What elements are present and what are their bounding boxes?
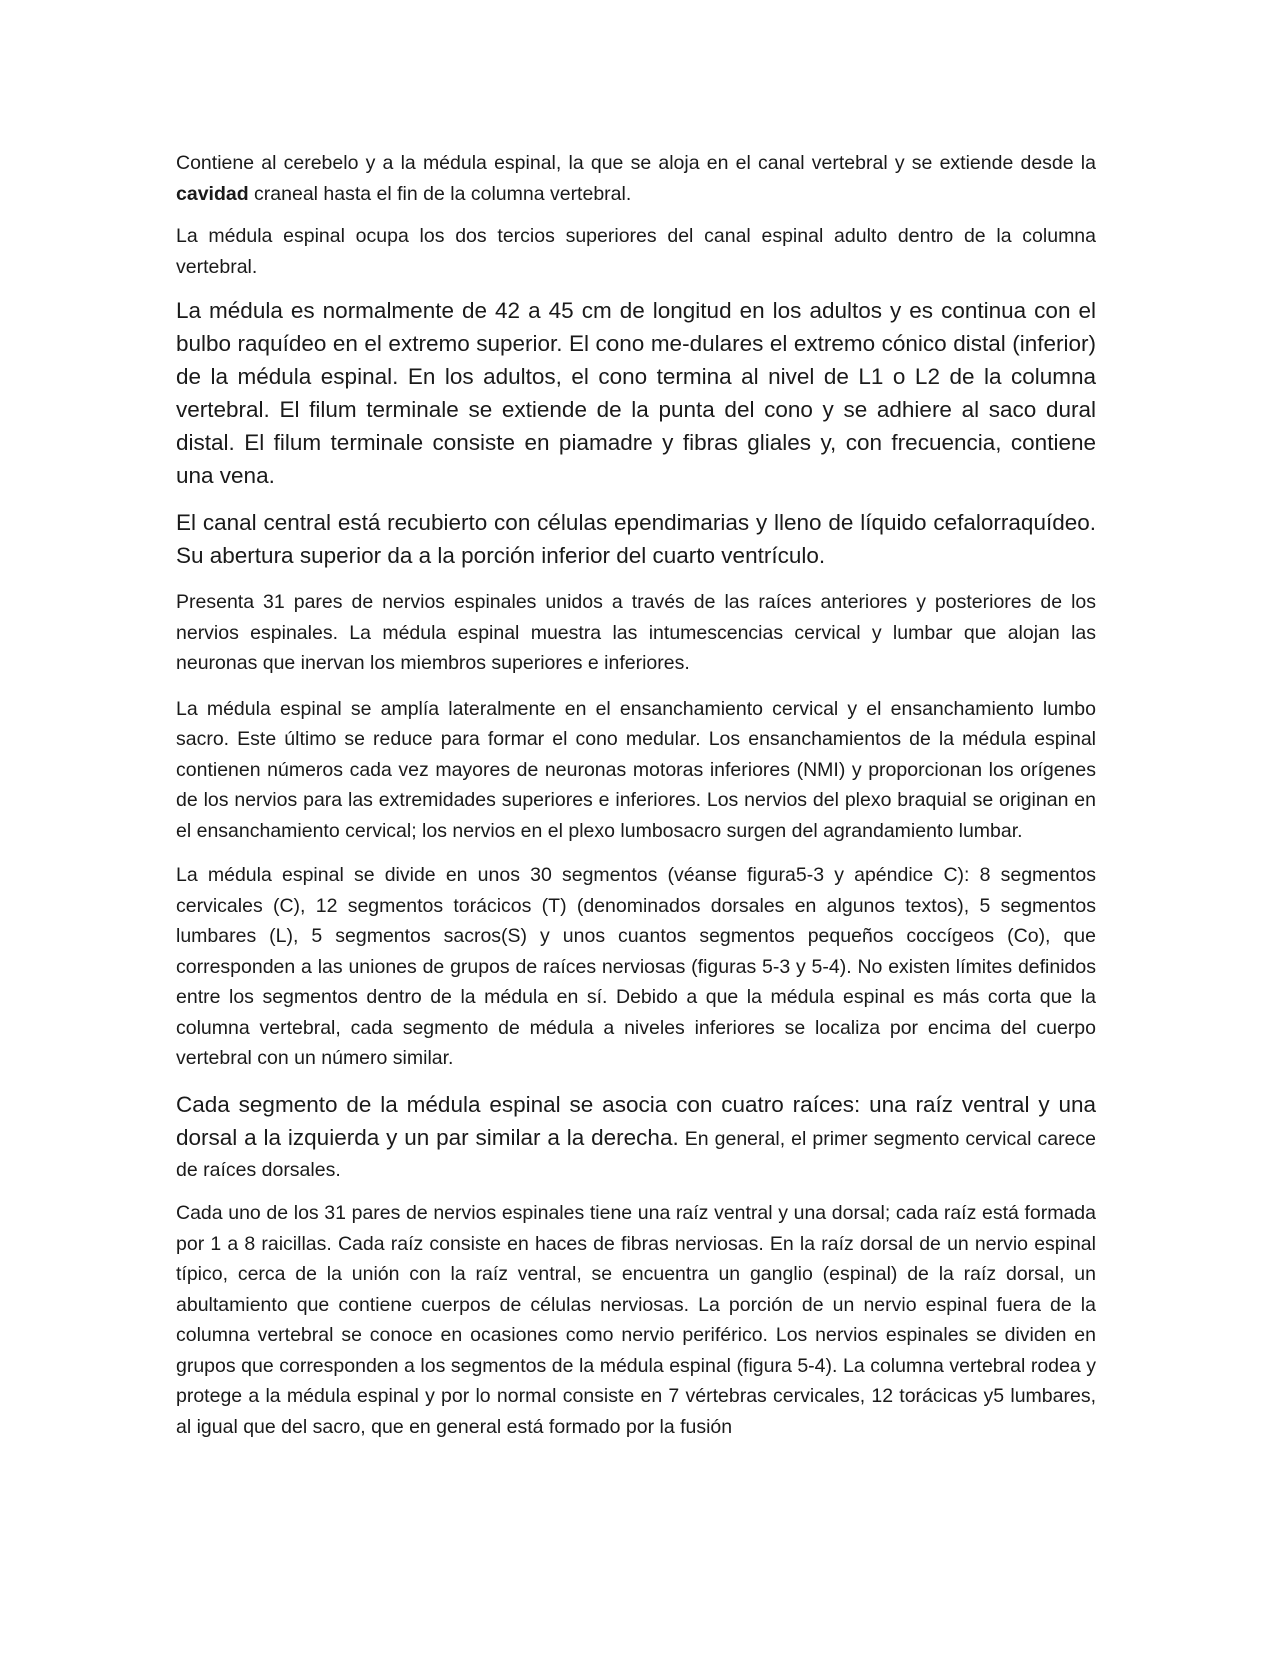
- paragraph-9: Cada uno de los 31 pares de nervios espinales tiene una raíz ventral y una dorsal; cada raíz está formada por 1 a 8 raicillas. Cada raíz consiste en haces de fibras nerviosas. En la raíz dorsal de un nervio espinal típico, cerca de la unión con la raíz ventral, se encuentra un ganglio (espinal) de la raíz dorsal, un abultamiento que contiene cuerpos de células nerviosas. La porción de un nervio espinal fuera de la columna vertebral se conoce en ocasiones como nervio periférico. Los nervios espinales se dividen en grupos que corresponden a los segmentos de la médula espinal (figura 5-4). La columna vertebral rodea y protege a la médula espinal y por lo normal consiste en 7 vértebras cervicales, 12 torácicas y5 lumbares, al igual que del sacro, que en general está formado por la fusión: [176, 1202, 1096, 1438]
- bold-term-cavidad: cavidad: [176, 182, 249, 205]
- paragraph-1: [176, 148, 1096, 209]
- paragraph-7: La médula espinal se divide en unos 30 segmentos (véanse figura5-3 y apéndice C): 8 segmentos cervicales (C), 12 segmentos torácicos (T) (denominados dorsales en algunos textos), 5 segmentos lumbares (L), 5 segmentos sacros(S) y unos cuantos segmentos pequeños coccígeos (Co), que corresponden a las uniones de grupos de raíces nerviosas (figuras 5-3 y 5-4). No existen límites definidos entre los segmentos dentro de la médula en sí. Debido a que la médula espinal es más corta que la columna vertebral, cada segmento de médula a niveles inferiores se localiza por encima del cuerpo vertebral con un número similar.: [176, 864, 1096, 1069]
- document-page: [176, 148, 1096, 1442]
- paragraph-8-large-text: Cada segmento de la médula espinal se asocia con cuatro raíces: una raíz ventral y una dorsal a la izquierda y un par similar a la derecha.: [176, 1091, 1096, 1150]
- paragraph-4: El canal central está recubierto con células ependimarias y lleno de líquido cefalorraquídeo. Su abertura superior da a la porción inferior del cuarto ventrículo.: [176, 510, 1096, 568]
- paragraph-2: La médula espinal ocupa los dos tercios superiores del canal espinal adulto dentro de la columna vertebral.: [176, 225, 1096, 278]
- paragraph-8-small-text: En general, el primer segmento cervical carece de raíces dorsales.: [176, 1128, 1096, 1181]
- paragraph-1-text-b: craneal hasta el fin de la columna vertebral.: [248, 182, 632, 205]
- paragraph-3: La médula es normalmente de 42 a 45 cm de longitud en los adultos y es continua con el bulbo raquídeo en el extremo superior. El cono me-dulares el extremo cónico distal (inferior) de la médula espinal. En los adultos, el cono termina al nivel de L1 o L2 de la columna vertebral. El filum terminale se extiende de la punta del cono y se adhiere al saco dural distal. El filum terminale consiste en piamadre y fibras gliales y, con frecuencia, contiene una vena.: [176, 298, 1096, 488]
- paragraph-6: La médula espinal se amplía lateralmente en el ensanchamiento cervical y el ensanchamiento lumbo sacro. Este último se reduce para formar el cono medular. Los ensanchamientos de la médula espinal contienen números cada vez mayores de neuronas motoras inferiores (NMI) y proporcionan los orígenes de los nervios para las extremidades superiores e inferiores. Los nervios del plexo braquial se originan en el ensanchamiento cervical; los nervios en el plexo lumbosacro surgen del agrandamiento lumbar.: [176, 697, 1096, 842]
- paragraph-1-text-a: Contiene al cerebelo y a la médula espinal, la que se aloja en el canal vertebral y se extiende desde la: [176, 152, 1096, 174]
- paragraph-8: [176, 1088, 1096, 1186]
- paragraph-5: Presenta 31 pares de nervios espinales unidos a través de las raíces anteriores y posteriores de los nervios espinales. La médula espinal muestra las intumescencias cervical y lumbar que alojan las neuronas que inervan los miembros superiores e inferiores.: [176, 591, 1096, 674]
